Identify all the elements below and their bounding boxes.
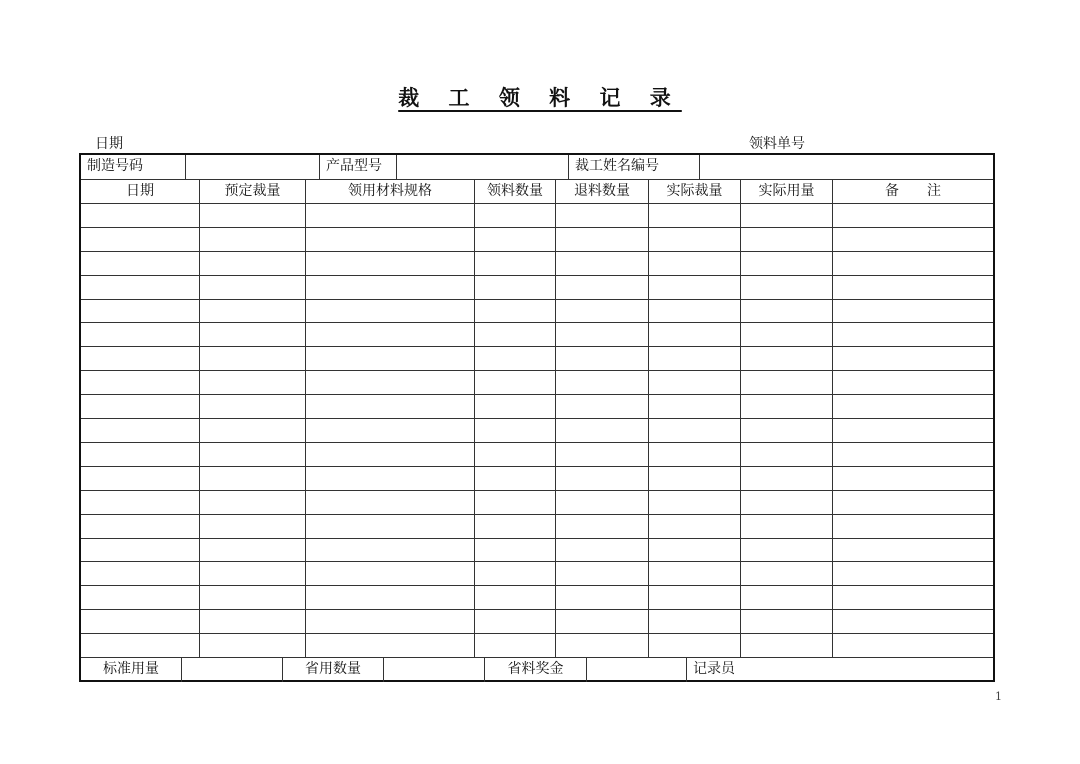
table-row [81, 371, 993, 395]
table-row [81, 395, 993, 419]
table-cell[interactable] [741, 562, 833, 585]
table-cell[interactable] [200, 419, 306, 442]
table-cell[interactable] [649, 467, 741, 490]
table-cell[interactable] [741, 371, 833, 394]
table-cell[interactable] [200, 515, 306, 538]
order-number-label: 领料单号 [749, 136, 805, 152]
recorder-field[interactable] [767, 658, 993, 682]
table-row [81, 610, 993, 634]
table-cell[interactable] [741, 276, 833, 299]
table-cell[interactable] [741, 491, 833, 514]
column-header-date: 日期 [81, 180, 200, 203]
table-cell[interactable] [833, 371, 993, 394]
table-cell[interactable] [741, 634, 833, 657]
table-cell[interactable] [475, 300, 556, 323]
table-cell[interactable] [81, 443, 200, 466]
table-row [81, 347, 993, 371]
document-title-text: 裁 工 领 料 记 录 [398, 86, 682, 110]
table-row [81, 228, 993, 252]
column-header-remarks: 备 注 [885, 183, 941, 199]
standard-usage-label: 标准用量 [81, 658, 182, 682]
column-header-issued-qty: 领料数量 [475, 180, 556, 203]
table-cell[interactable] [649, 515, 741, 538]
table-cell[interactable] [475, 634, 556, 657]
table-cell[interactable] [200, 634, 306, 657]
table-cell[interactable] [649, 419, 741, 442]
column-header-actual-usage: 实际用量 [741, 180, 833, 203]
table-row [81, 562, 993, 586]
saved-quantity-label: 省用数量 [283, 658, 384, 682]
table-cell[interactable] [475, 491, 556, 514]
table-cell[interactable] [833, 491, 993, 514]
table-cell[interactable] [556, 539, 649, 562]
column-header-returned-qty: 退料数量 [556, 180, 649, 203]
table-cell[interactable] [306, 515, 475, 538]
table-cell[interactable] [306, 347, 475, 370]
table-cell[interactable] [741, 419, 833, 442]
table-cell[interactable] [556, 228, 649, 251]
table-cell[interactable] [649, 491, 741, 514]
table-cell[interactable] [200, 228, 306, 251]
table-cell[interactable] [306, 276, 475, 299]
table-cell[interactable] [81, 539, 200, 562]
info-row [81, 155, 993, 180]
table-cell[interactable] [475, 347, 556, 370]
table-cell[interactable] [833, 610, 993, 633]
column-header-actual-cut: 实际裁量 [649, 180, 741, 203]
table-cell[interactable] [741, 300, 833, 323]
table-cell[interactable] [475, 586, 556, 609]
table-row [81, 539, 993, 563]
table-cell[interactable] [306, 204, 475, 227]
manufacture-number-field[interactable] [186, 155, 320, 179]
saved-quantity-field[interactable] [384, 658, 485, 682]
cutter-name-number-label: 裁工姓名编号 [569, 155, 700, 179]
table-cell[interactable] [556, 371, 649, 394]
table-cell[interactable] [306, 419, 475, 442]
table-cell[interactable] [475, 419, 556, 442]
table-cell[interactable] [200, 323, 306, 346]
table-cell[interactable] [556, 395, 649, 418]
table-cell[interactable] [649, 395, 741, 418]
table-cell[interactable] [833, 467, 993, 490]
table-cell[interactable] [475, 610, 556, 633]
table-cell[interactable] [649, 323, 741, 346]
manufacture-number-label: 制造号码 [81, 155, 186, 179]
table-cell[interactable] [649, 204, 741, 227]
table-cell[interactable] [81, 610, 200, 633]
table-cell[interactable] [200, 204, 306, 227]
table-cell[interactable] [306, 395, 475, 418]
table-cell[interactable] [556, 204, 649, 227]
table-cell[interactable] [833, 347, 993, 370]
table-cell[interactable] [81, 204, 200, 227]
table-cell[interactable] [200, 300, 306, 323]
table-cell[interactable] [833, 204, 993, 227]
column-header-row [81, 180, 993, 204]
table-cell[interactable] [475, 562, 556, 585]
table-cell[interactable] [475, 443, 556, 466]
table-cell[interactable] [556, 610, 649, 633]
table-cell[interactable] [200, 491, 306, 514]
table-row [81, 467, 993, 491]
table-cell[interactable] [741, 347, 833, 370]
table-cell[interactable] [475, 539, 556, 562]
table-cell[interactable] [833, 539, 993, 562]
table-cell[interactable] [556, 300, 649, 323]
table-cell[interactable] [833, 228, 993, 251]
table-cell[interactable] [200, 443, 306, 466]
table-cell[interactable] [200, 252, 306, 275]
cutter-name-number-field[interactable] [700, 155, 993, 179]
table-cell[interactable] [81, 347, 200, 370]
table-cell[interactable] [81, 586, 200, 609]
table-cell[interactable] [306, 586, 475, 609]
table-cell[interactable] [306, 491, 475, 514]
table-cell[interactable] [649, 371, 741, 394]
table-cell[interactable] [833, 586, 993, 609]
table-cell[interactable] [475, 276, 556, 299]
table-cell[interactable] [81, 252, 200, 275]
table-cell[interactable] [556, 443, 649, 466]
record-table [79, 153, 995, 682]
table-cell[interactable] [556, 252, 649, 275]
table-cell[interactable] [649, 539, 741, 562]
table-cell[interactable] [81, 419, 200, 442]
table-cell[interactable] [81, 562, 200, 585]
date-label: 日期 [95, 136, 123, 152]
table-cell[interactable] [556, 323, 649, 346]
table-cell[interactable] [741, 539, 833, 562]
table-cell[interactable] [200, 467, 306, 490]
recorder-label: 记录员 [693, 661, 735, 677]
table-cell[interactable] [741, 228, 833, 251]
table-cell[interactable] [81, 491, 200, 514]
table-cell[interactable] [306, 323, 475, 346]
table-row [81, 276, 993, 300]
table-cell[interactable] [741, 586, 833, 609]
table-cell[interactable] [81, 634, 200, 657]
table-cell[interactable] [81, 515, 200, 538]
saved-bonus-field[interactable] [587, 658, 687, 682]
table-cell[interactable] [475, 371, 556, 394]
table-cell[interactable] [306, 443, 475, 466]
table-cell[interactable] [556, 347, 649, 370]
table-cell[interactable] [475, 323, 556, 346]
table-cell[interactable] [306, 228, 475, 251]
table-cell[interactable] [475, 467, 556, 490]
table-cell[interactable] [649, 634, 741, 657]
table-cell[interactable] [741, 204, 833, 227]
table-cell[interactable] [741, 467, 833, 490]
table-cell[interactable] [649, 562, 741, 585]
table-cell[interactable] [306, 300, 475, 323]
table-row [81, 252, 993, 276]
table-cell[interactable] [200, 276, 306, 299]
table-cell[interactable] [81, 276, 200, 299]
table-row [81, 419, 993, 443]
table-cell[interactable] [556, 634, 649, 657]
table-cell[interactable] [475, 204, 556, 227]
table-cell[interactable] [475, 228, 556, 251]
table-row [81, 515, 993, 539]
table-cell[interactable] [475, 515, 556, 538]
table-cell[interactable] [306, 539, 475, 562]
table-cell[interactable] [833, 395, 993, 418]
column-header-material-spec: 领用材料规格 [306, 180, 475, 203]
table-cell[interactable] [475, 252, 556, 275]
table-cell[interactable] [649, 252, 741, 275]
column-header-planned-cut: 预定裁量 [200, 180, 306, 203]
table-cell[interactable] [833, 323, 993, 346]
table-cell[interactable] [475, 395, 556, 418]
table-cell[interactable] [649, 228, 741, 251]
table-cell[interactable] [81, 323, 200, 346]
table-cell[interactable] [81, 228, 200, 251]
table-cell[interactable] [649, 276, 741, 299]
table-cell[interactable] [833, 252, 993, 275]
table-cell[interactable] [306, 562, 475, 585]
table-cell[interactable] [306, 252, 475, 275]
standard-usage-field[interactable] [182, 658, 283, 682]
table-cell[interactable] [200, 562, 306, 585]
table-cell[interactable] [741, 395, 833, 418]
table-cell[interactable] [306, 371, 475, 394]
table-cell[interactable] [81, 467, 200, 490]
footer-row [81, 658, 993, 682]
table-cell[interactable] [81, 395, 200, 418]
table-cell[interactable] [556, 276, 649, 299]
table-cell[interactable] [81, 371, 200, 394]
table-row [81, 204, 993, 228]
table-cell[interactable] [833, 634, 993, 657]
table-cell[interactable] [741, 610, 833, 633]
saved-bonus-label: 省料奖金 [485, 658, 587, 682]
table-cell[interactable] [649, 300, 741, 323]
table-cell[interactable] [556, 586, 649, 609]
table-cell[interactable] [556, 562, 649, 585]
table-cell[interactable] [833, 443, 993, 466]
table-cell[interactable] [649, 610, 741, 633]
table-cell[interactable] [649, 347, 741, 370]
table-row [81, 491, 993, 515]
table-cell[interactable] [741, 515, 833, 538]
table-cell[interactable] [200, 586, 306, 609]
document-title [0, 82, 1080, 112]
product-model-field[interactable] [397, 155, 569, 179]
table-cell[interactable] [649, 586, 741, 609]
product-model-label: 产品型号 [320, 155, 397, 179]
table-cell[interactable] [200, 395, 306, 418]
page-number: 1 [995, 690, 1002, 703]
table-row [81, 323, 993, 347]
table-cell[interactable] [306, 634, 475, 657]
table-cell[interactable] [741, 443, 833, 466]
table-cell[interactable] [833, 419, 993, 442]
table-cell[interactable] [833, 562, 993, 585]
table-cell[interactable] [200, 371, 306, 394]
table-cell[interactable] [741, 252, 833, 275]
table-cell[interactable] [556, 515, 649, 538]
table-cell[interactable] [649, 443, 741, 466]
table-cell[interactable] [81, 300, 200, 323]
table-row [81, 634, 993, 658]
table-row [81, 586, 993, 610]
table-cell[interactable] [200, 347, 306, 370]
table-cell[interactable] [833, 276, 993, 299]
table-cell[interactable] [200, 610, 306, 633]
table-row [81, 300, 993, 324]
table-cell[interactable] [306, 610, 475, 633]
table-cell[interactable] [833, 300, 993, 323]
table-cell[interactable] [556, 491, 649, 514]
table-cell[interactable] [200, 539, 306, 562]
table-cell[interactable] [833, 515, 993, 538]
table-cell[interactable] [306, 467, 475, 490]
table-cell[interactable] [741, 323, 833, 346]
table-cell[interactable] [556, 419, 649, 442]
table-row [81, 443, 993, 467]
table-cell[interactable] [556, 467, 649, 490]
